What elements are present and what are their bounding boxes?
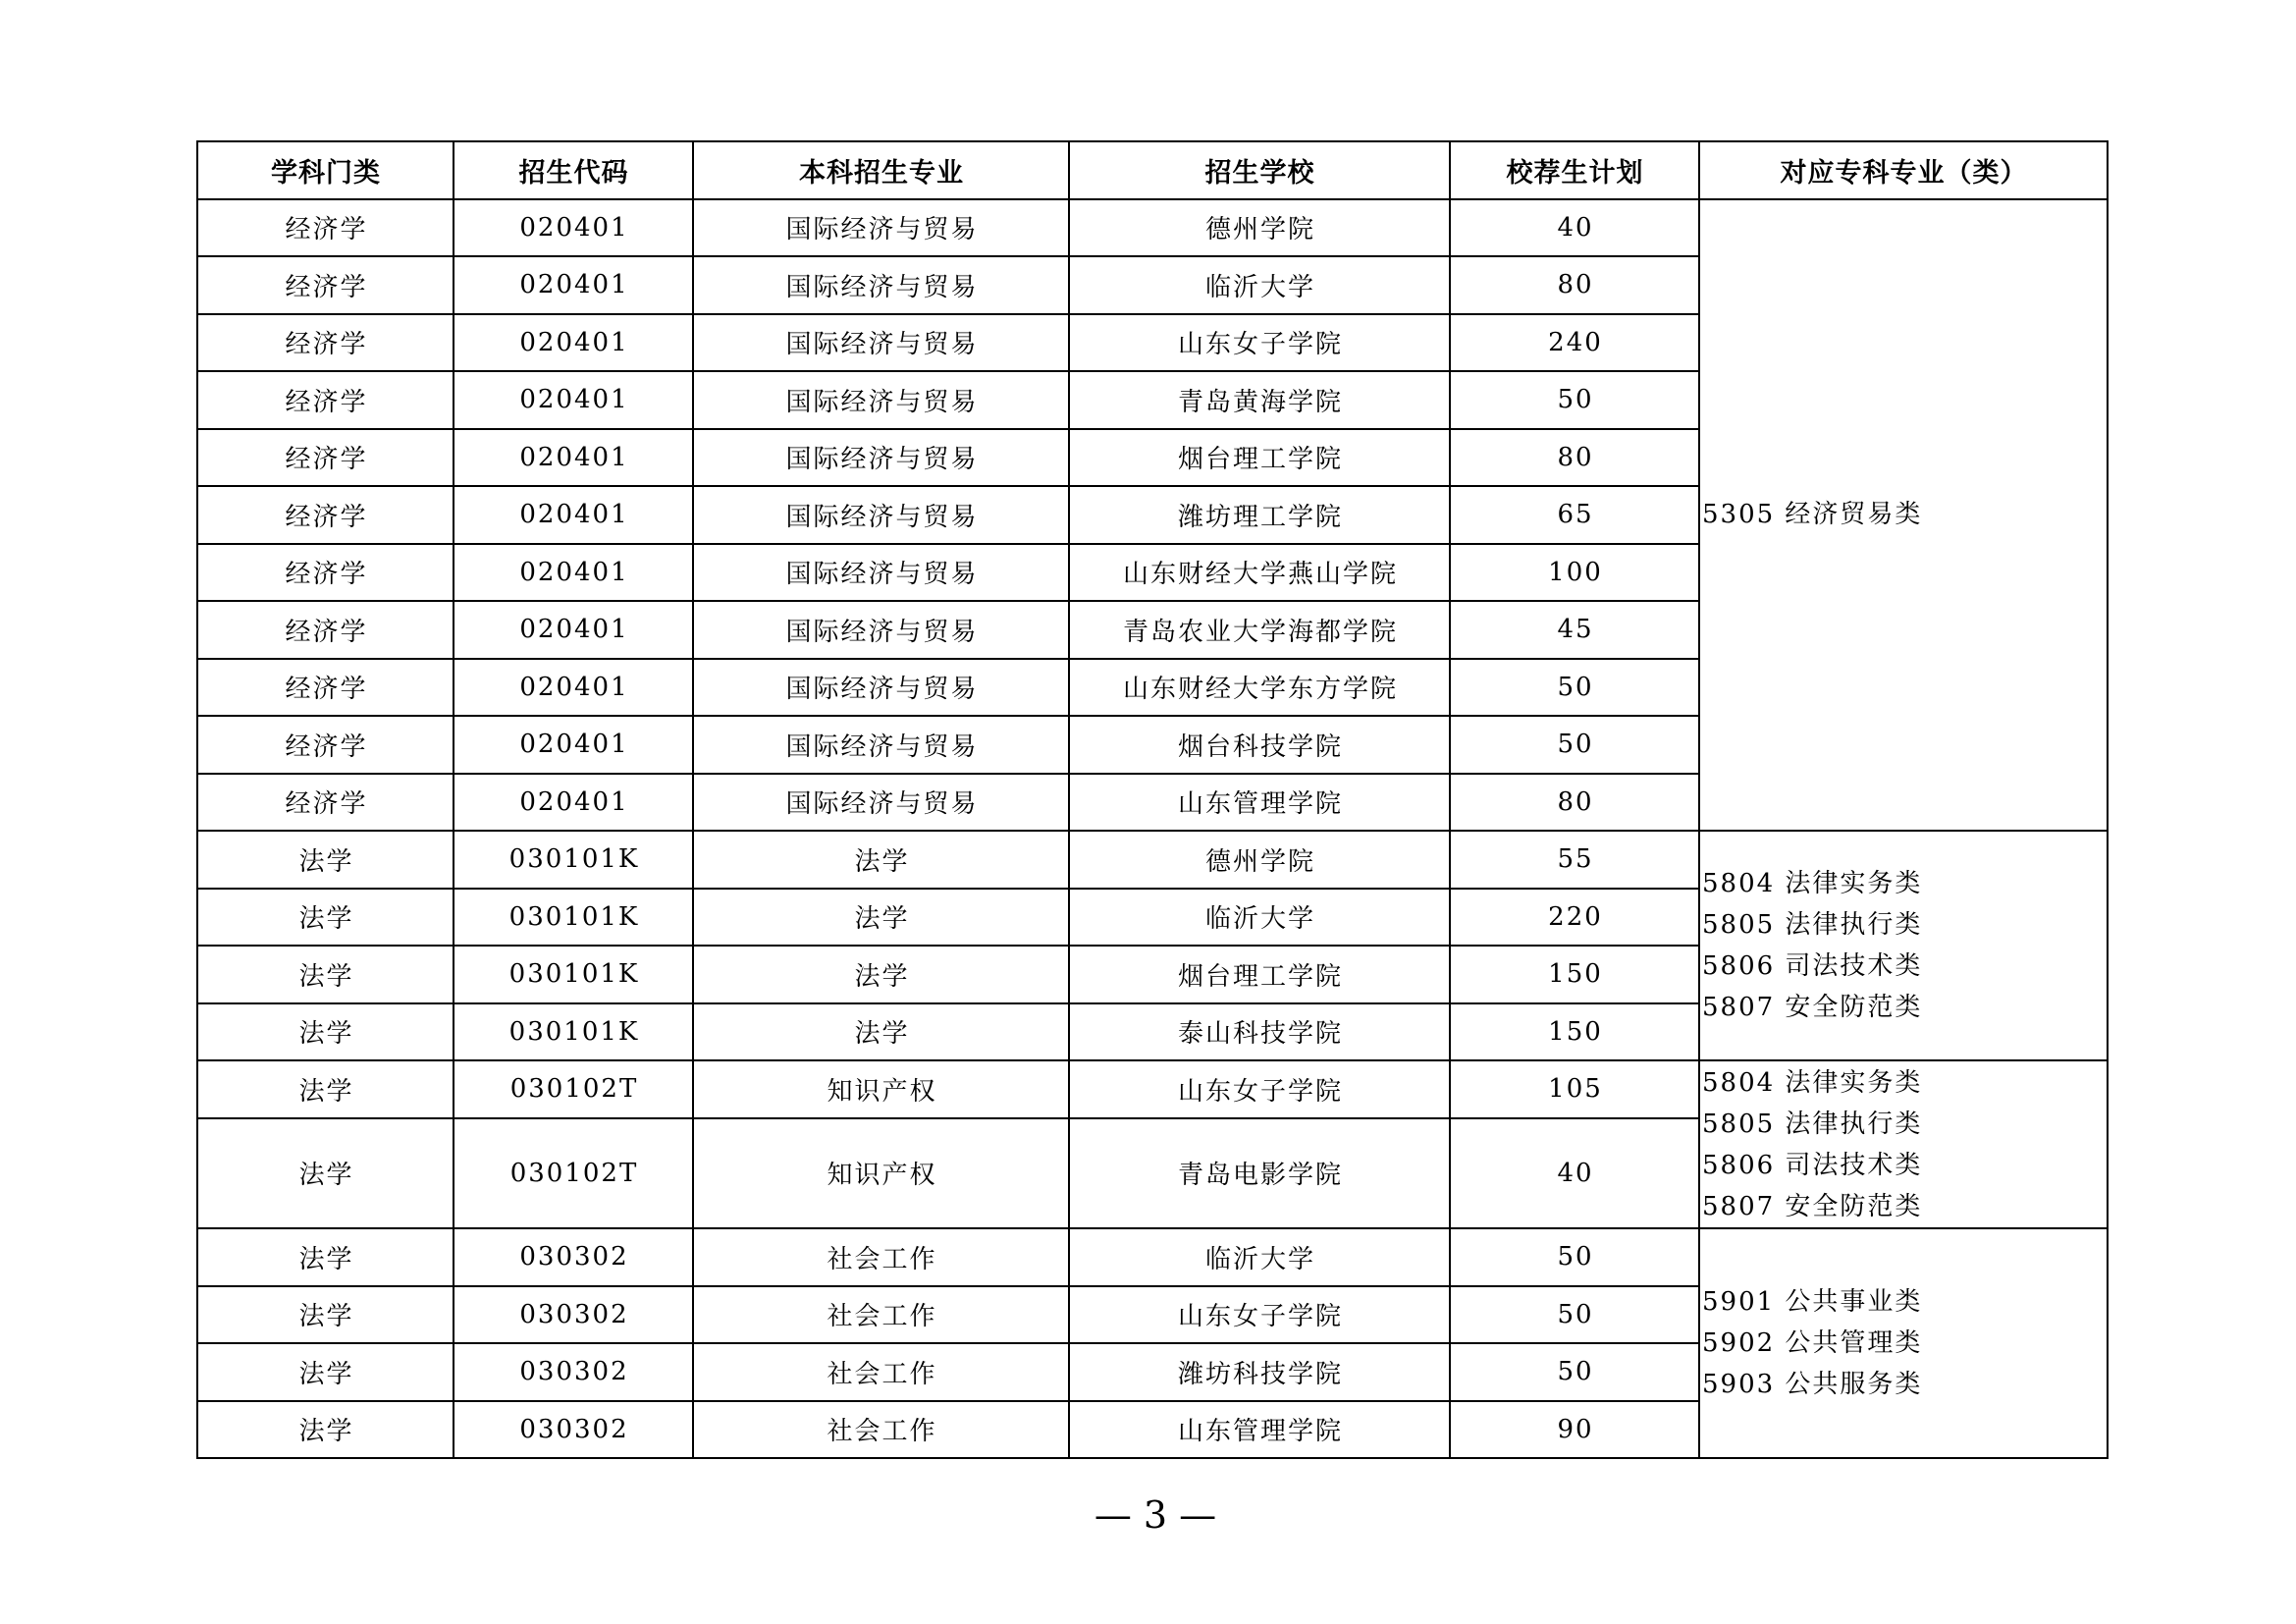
major-cell: 法学 (693, 1003, 1069, 1061)
plan-cell: 80 (1450, 774, 1699, 832)
school-cell: 青岛黄海学院 (1069, 371, 1450, 429)
school-cell: 山东管理学院 (1069, 774, 1450, 832)
major-cell: 知识产权 (693, 1118, 1069, 1229)
major-cell: 社会工作 (693, 1343, 1069, 1401)
discipline-cell: 法学 (197, 946, 454, 1003)
school-cell: 烟台科技学院 (1069, 716, 1450, 774)
related-major-line: 5805 法律执行类 (1702, 1109, 1923, 1139)
discipline-cell: 经济学 (197, 659, 454, 717)
school-cell: 山东女子学院 (1069, 1060, 1450, 1118)
discipline-cell: 经济学 (197, 601, 454, 659)
discipline-cell: 法学 (197, 831, 454, 889)
plan-cell: 50 (1450, 1343, 1699, 1401)
table-row (197, 1228, 2108, 1286)
code-cell: 020401 (454, 256, 693, 314)
header-cell-school: 招生学校 (1069, 141, 1450, 199)
related-major-line: 5804 法律实务类 (1702, 1067, 1923, 1098)
plan-cell: 50 (1450, 371, 1699, 429)
code-cell: 020401 (454, 659, 693, 717)
discipline-cell: 法学 (197, 889, 454, 947)
major-cell: 国际经济与贸易 (693, 716, 1069, 774)
table-row (197, 199, 2108, 257)
school-cell: 青岛农业大学海都学院 (1069, 601, 1450, 659)
code-cell: 030302 (454, 1343, 693, 1401)
related-major-line: 5805 法律执行类 (1702, 910, 1923, 940)
code-cell: 030302 (454, 1401, 693, 1459)
header-cell-related-major: 对应专科专业（类） (1699, 141, 2108, 199)
school-cell: 德州学院 (1069, 831, 1450, 889)
related-major-cell (1699, 199, 2108, 832)
discipline-cell: 经济学 (197, 256, 454, 314)
code-cell: 030101K (454, 1003, 693, 1061)
code-cell: 030101K (454, 889, 693, 947)
plan-cell: 150 (1450, 1003, 1699, 1061)
discipline-cell: 法学 (197, 1286, 454, 1344)
plan-cell: 150 (1450, 946, 1699, 1003)
plan-cell: 50 (1450, 1228, 1699, 1286)
plan-cell: 45 (1450, 601, 1699, 659)
major-cell: 知识产权 (693, 1060, 1069, 1118)
school-cell: 烟台理工学院 (1069, 946, 1450, 1003)
plan-cell: 65 (1450, 486, 1699, 544)
major-cell: 国际经济与贸易 (693, 429, 1069, 487)
plan-cell: 40 (1450, 199, 1699, 257)
school-cell: 临沂大学 (1069, 889, 1450, 947)
discipline-cell: 法学 (197, 1343, 454, 1401)
related-major-cell (1699, 831, 2108, 1060)
school-cell: 山东财经大学燕山学院 (1069, 544, 1450, 602)
related-major-line: 5903 公共服务类 (1702, 1370, 1923, 1399)
major-cell: 国际经济与贸易 (693, 774, 1069, 832)
plan-cell: 40 (1450, 1118, 1699, 1229)
school-cell: 潍坊理工学院 (1069, 486, 1450, 544)
plan-cell: 100 (1450, 544, 1699, 602)
discipline-cell: 法学 (197, 1118, 454, 1229)
major-cell: 国际经济与贸易 (693, 314, 1069, 372)
header-cell-code: 招生代码 (454, 141, 693, 199)
major-cell: 国际经济与贸易 (693, 256, 1069, 314)
discipline-cell: 法学 (197, 1060, 454, 1118)
page-number: — 3 — (1094, 1493, 1217, 1537)
code-cell: 030101K (454, 831, 693, 889)
discipline-cell: 经济学 (197, 716, 454, 774)
major-cell: 国际经济与贸易 (693, 199, 1069, 257)
plan-cell: 240 (1450, 314, 1699, 372)
major-cell: 社会工作 (693, 1228, 1069, 1286)
major-cell: 法学 (693, 946, 1069, 1003)
related-major-line: 5902 公共管理类 (1702, 1328, 1923, 1358)
code-cell: 030102T (454, 1118, 693, 1229)
school-cell: 烟台理工学院 (1069, 429, 1450, 487)
discipline-cell: 法学 (197, 1003, 454, 1061)
school-cell: 泰山科技学院 (1069, 1003, 1450, 1061)
major-cell: 国际经济与贸易 (693, 601, 1069, 659)
school-cell: 德州学院 (1069, 199, 1450, 257)
code-cell: 020401 (454, 774, 693, 832)
discipline-cell: 经济学 (197, 371, 454, 429)
school-cell: 临沂大学 (1069, 1228, 1450, 1286)
table-row (197, 1060, 2108, 1118)
plan-cell: 105 (1450, 1060, 1699, 1118)
related-major-line: 5807 安全防范类 (1702, 993, 1923, 1022)
related-major-line: 5806 司法技术类 (1702, 951, 1923, 981)
related-major-line: 5804 法律实务类 (1702, 869, 1923, 898)
table-header-row (197, 141, 2108, 199)
discipline-cell: 经济学 (197, 429, 454, 487)
school-cell: 青岛电影学院 (1069, 1118, 1450, 1229)
discipline-cell: 经济学 (197, 486, 454, 544)
school-cell: 山东女子学院 (1069, 1286, 1450, 1344)
code-cell: 030101K (454, 946, 693, 1003)
major-cell: 国际经济与贸易 (693, 486, 1069, 544)
major-cell: 法学 (693, 889, 1069, 947)
plan-cell: 55 (1450, 831, 1699, 889)
major-cell: 国际经济与贸易 (693, 659, 1069, 717)
plan-cell: 50 (1450, 659, 1699, 717)
related-major-line: 5806 司法技术类 (1702, 1150, 1923, 1180)
major-cell: 社会工作 (693, 1401, 1069, 1459)
plan-cell: 80 (1450, 429, 1699, 487)
enrollment-plan-table (196, 140, 2109, 1459)
discipline-cell: 经济学 (197, 544, 454, 602)
code-cell: 020401 (454, 371, 693, 429)
school-cell: 山东女子学院 (1069, 314, 1450, 372)
code-cell: 020401 (454, 486, 693, 544)
code-cell: 020401 (454, 716, 693, 774)
major-cell: 社会工作 (693, 1286, 1069, 1344)
header-cell-major: 本科招生专业 (693, 141, 1069, 199)
school-cell: 山东管理学院 (1069, 1401, 1450, 1459)
plan-cell: 80 (1450, 256, 1699, 314)
discipline-cell: 法学 (197, 1228, 454, 1286)
related-major-line: 5305 经济贸易类 (1702, 500, 1923, 530)
school-cell: 临沂大学 (1069, 256, 1450, 314)
code-cell: 030302 (454, 1228, 693, 1286)
plan-cell: 220 (1450, 889, 1699, 947)
code-cell: 030102T (454, 1060, 693, 1118)
code-cell: 030302 (454, 1286, 693, 1344)
plan-cell: 50 (1450, 1286, 1699, 1344)
code-cell: 020401 (454, 199, 693, 257)
major-cell: 法学 (693, 831, 1069, 889)
major-cell: 国际经济与贸易 (693, 371, 1069, 429)
related-major-line: 5901 公共事业类 (1702, 1287, 1923, 1317)
discipline-cell: 法学 (197, 1401, 454, 1459)
discipline-cell: 经济学 (197, 314, 454, 372)
code-cell: 020401 (454, 314, 693, 372)
plan-cell: 90 (1450, 1401, 1699, 1459)
related-major-cell (1699, 1060, 2108, 1228)
code-cell: 020401 (454, 601, 693, 659)
code-cell: 020401 (454, 544, 693, 602)
table-row (197, 831, 2108, 889)
school-cell: 山东财经大学东方学院 (1069, 659, 1450, 717)
school-cell: 潍坊科技学院 (1069, 1343, 1450, 1401)
discipline-cell: 经济学 (197, 774, 454, 832)
code-cell: 020401 (454, 429, 693, 487)
related-major-cell (1699, 1228, 2108, 1458)
header-cell-plan: 校荐生计划 (1450, 141, 1699, 199)
plan-cell: 50 (1450, 716, 1699, 774)
header-cell-discipline: 学科门类 (197, 141, 454, 199)
major-cell: 国际经济与贸易 (693, 544, 1069, 602)
related-major-line: 5807 安全防范类 (1702, 1191, 1923, 1221)
discipline-cell: 经济学 (197, 199, 454, 257)
